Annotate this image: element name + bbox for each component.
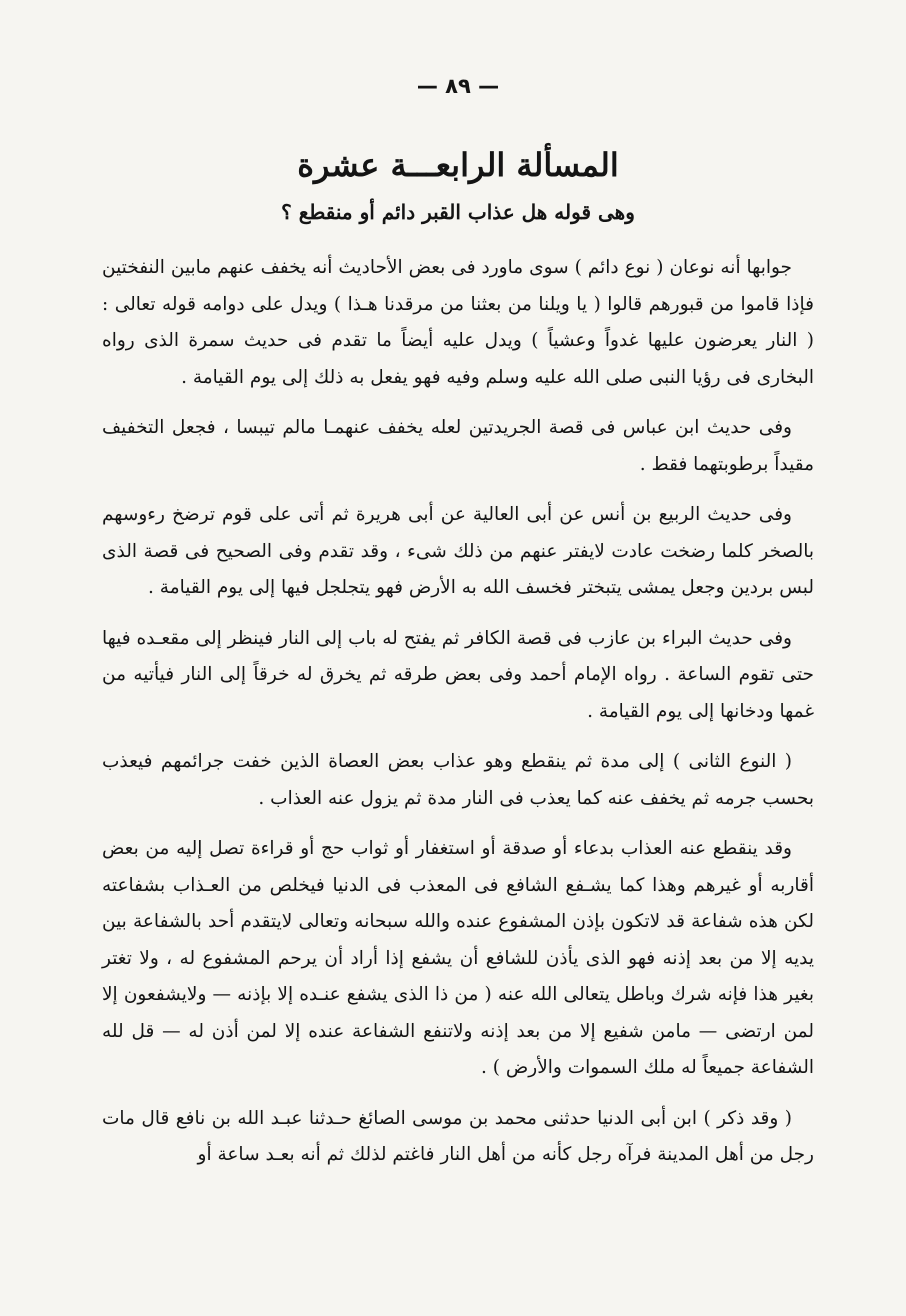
paragraph-6: وقد ينقطع عنه العذاب بدعاء أو صدقة أو استغفار أو ثواب حج أو قراءة تصل إليه من بعض أقاربه أو غيرهم وهذا كما يشـفع الشافع فى المعذب فى الدنيا فيخلص من العـذاب بشفاعته لكن هذه شفاعة قد لاتكون بإذن المشفوع عنده والله سبحانه وتعالى لايتقدم أحد بالشفاعة بين يديه إلا من بعد إذنه فهو الذى يأذن للشافع أن يشفع إذا أراد أن يرحم المشفوع له ، ولا تغتر بغير هذا فإنه شرك وباطل يتعالى الله عنه ( من ذا الذى يشفع عنـده إلا بإذنه — ولايشفعون إلا لمن ارتضى — مامن شفيع إلا من بعد إذنه ولاتنفع الشفاعة عنده إلا لمن أذن له — قل لله الشفاعة جميعاً له ملك السموات والأرض ) . xyxy=(102,838,814,1079)
page-number: — ٨٩ — xyxy=(416,74,500,98)
paragraph-2: وفى حديث ابن عباس فى قصة الجريدتين لعله يخفف عنهمـا مالم تيبسا ، فجعل التخفيف مقيداً برطوبتهما فقط . xyxy=(102,417,814,475)
paragraph-7: ( وقد ذكر ) ابن أبى الدنيا حدثنى محمد بن موسى الصائغ حـدثنا عبـد الله بن نافع قال مات رجل من أهل المدينة فرآه رجل كأنه من أهل النار فاغتم لذلك ثم أنه بعـد ساعة أو xyxy=(102,1107,814,1166)
paragraph-5: ( النوع الثانى ) إلى مدة ثم ينقطع وهو عذاب بعض العصاة الذين خفت جرائمهم فيعذب بحسب جرمه ثم يخفف عنه كما يعذب فى النار مدة ثم يزول عنه العذاب . xyxy=(102,751,814,809)
chapter-title: المسألة الرابعـــة عشرة xyxy=(297,146,619,184)
chapter-subtitle: وهى قوله هل عذاب القبر دائم أو منقطع ؟ xyxy=(281,200,635,225)
paragraph-1: جوابها أنه نوعان ( نوع دائم ) سوى ماورد فى بعض الأحاديث أنه يخفف عنهم مابين النفختين فإذا قاموا من قبورهم قالوا ( يا ويلنا من بعثنا من مرقدنا هـذا ) ويدل على دوامه قوله تعالى : ( النار يعرضون عليها غدواً وعشياً ) ويدل عليه أيضاً ما تقدم فى حديث سمرة الذى رواه البخارى فى رؤيا النبى صلى الله عليه وسلم وفيه فهو يفعل به ذلك إلى يوم القيامة . xyxy=(102,257,814,388)
paragraph-4: وفى حديث البراء بن عازب فى قصة الكافر ثم يفتح له باب إلى النار فينظر إلى مقعـده فيها حتى تقوم الساعة . رواه الإمام أحمد وفى بعض طرقه ثم يخرق له خرقاً إلى النار فيأتيه من غمها ودخانها إلى يوم القيامة . xyxy=(102,627,814,722)
paragraph-3: وفى حديث الربيع بن أنس عن أبى العالية عن أبى هريرة ثم أتى على قوم ترضخ رءوسهم بالصخر كلما رضخت عادت لايفتر عنهم من ذلك شىء ، وقد تقدم وفى الصحيح فى قصة الذى لبس بردين وجعل يمشى يتبختر فخسف الله به الأرض فهو يتجلجل فيها إلى يوم القيامة . xyxy=(102,504,814,599)
